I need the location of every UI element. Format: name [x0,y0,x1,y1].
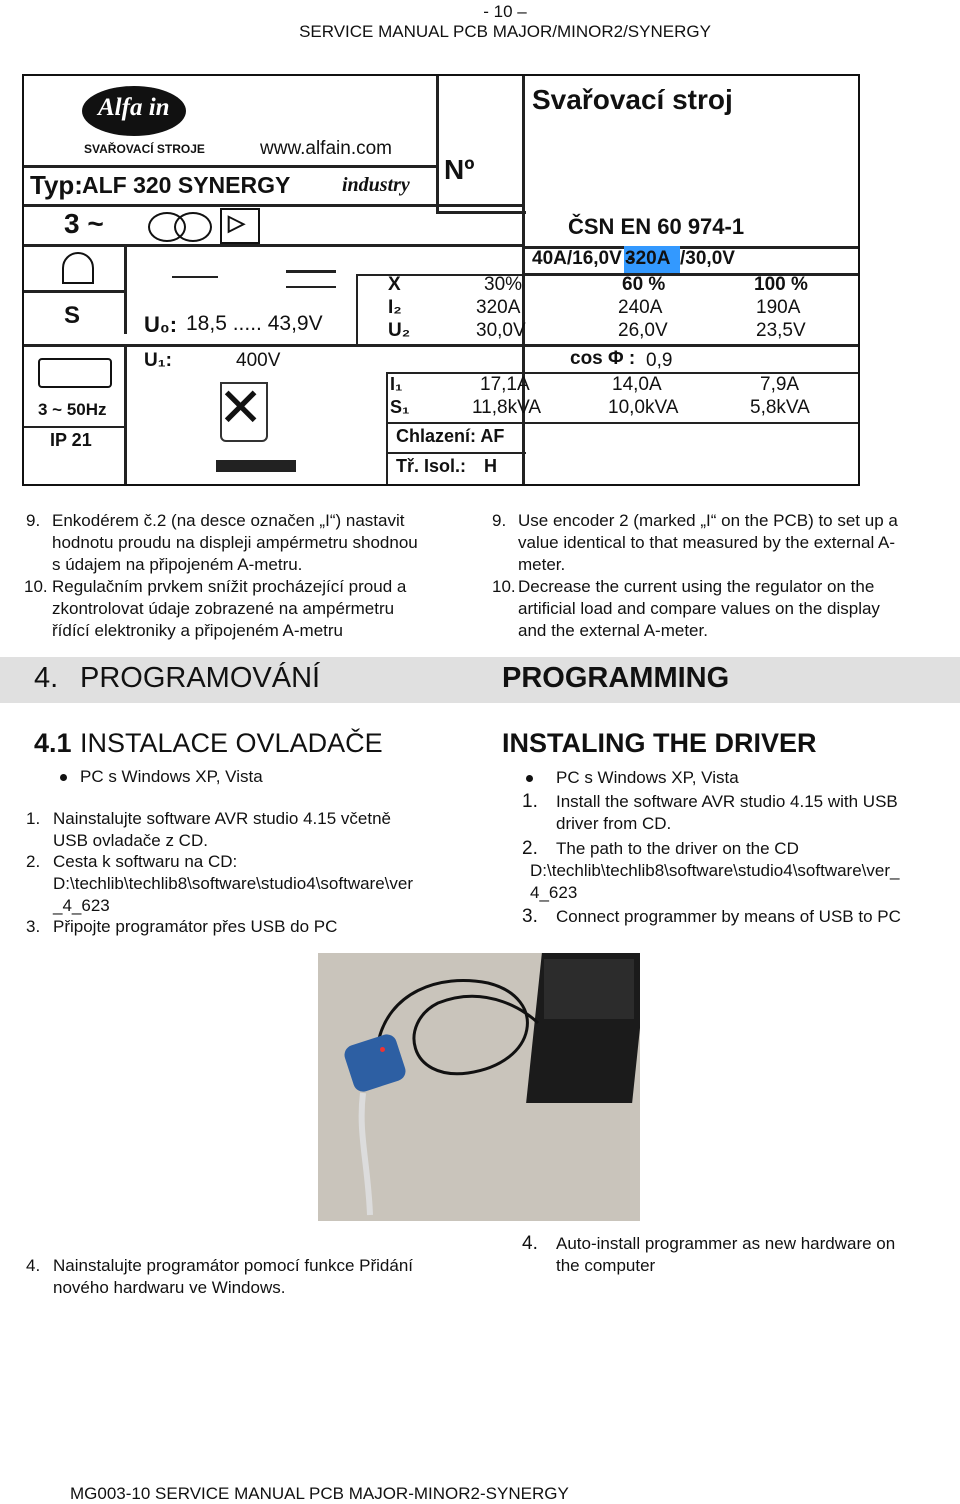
range-highlight: 320A [625,248,671,269]
i1-label: I₁ [390,374,403,394]
i2-label: I₂ [388,297,402,318]
s1-label: S₁ [390,397,410,417]
en-step-10: 10. Decrease the current using the regulator on the artificial load and compare values on the display and the external A-meter. [492,577,880,640]
u0-label: U₀: [144,312,178,337]
standard: ČSN EN 60 974-1 [568,214,745,239]
rectifier-symbol: ▷ [228,210,245,235]
x-value-3: 100 % [754,274,808,295]
cz-install-step-4: 4. Nainstalujte programátor pomocí funkce Přidání nového hardwaru ve Windows. [26,1256,414,1297]
welding-torch-icon [62,252,94,284]
phase-symbol: 3 ~ [64,208,104,239]
frame-line [386,452,526,454]
en-install-step-4: 4. Auto-install programmer as new hardware on the computer [522,1233,896,1275]
subsection-title-cz: INSTALACE OVLADAČE [80,728,383,758]
frame-line [124,244,127,334]
s1-value-3: 5,8kVA [750,397,810,418]
document-title: SERVICE MANUAL PCB MAJOR/MINOR2/SYNERGY [299,22,711,41]
range-left: 40A/16,0V - [532,248,634,269]
i2-value-3: 190A [756,297,801,318]
cooling: Chlazení: AF [396,426,505,446]
plate-title: Svařovací stroj [532,84,733,115]
s1-value-2: 10,0kVA [608,397,679,418]
frame-line [24,165,436,168]
cz-step-10: 10. Regulačním prvkem snížit procházející proud a zkontrolovat údaje zobrazené na ampérmetru řídící elektroniky a připojeném A-metru [24,577,407,640]
frame-line [24,204,524,207]
u2-value-1: 30,0V [476,320,526,341]
footer: MG003-10 SERVICE MANUAL PCB MAJOR-MINOR2-SYNERGY [70,1484,569,1503]
supply: 3 ~ 50Hz [38,400,107,419]
en-install-step-2: 2. The path to the driver on the CD D:\techlib\techlib8\software\studio4\software\ver_ 4_623 [522,838,900,902]
section-number: 4. [34,662,59,694]
u1-value: 400V [236,350,281,371]
transformer-icon [174,212,212,242]
dc-symbol [286,270,336,273]
u2-label: U₂ [388,320,411,341]
dc-symbol [172,276,218,278]
waste-bin-bar [216,460,296,472]
plug-icon [38,358,112,388]
cz-bullet-text: PC s Windows XP, Vista [80,767,263,786]
frame-line [356,274,358,344]
section-title-cz: PROGRAMOVÁNÍ [80,662,321,694]
x-label: X [388,274,401,295]
frame-line [24,344,858,347]
i1-value-2: 14,0A [612,374,662,395]
bullet [60,774,67,781]
frame-line [24,426,124,428]
rating-plate [22,74,860,486]
en-bullet-text: PC s Windows XP, Vista [556,768,739,787]
logo-text: Alfa in [98,94,170,121]
cz-step-9: 9. Enkodérem č.2 (na desce označen „I“) nastavit hodnotu proudu na displeji ampérmetru shodnou s údajem na připojeném A-metru. [26,511,418,574]
u0-value: 18,5 ..... 43,9V [186,312,323,335]
page-number: - 10 – [483,2,527,21]
cos-label: cos Φ : [570,348,636,369]
programmer-photo [318,953,640,1221]
subsection-number: 4.1 [34,728,72,758]
waste-bin-cross: ✕ [218,378,264,438]
i1-value-3: 7,9A [760,374,800,395]
insulation-label: Tř. Isol.: [396,456,467,476]
u1-label: U₁: [144,350,172,371]
bullet [526,775,533,782]
status-led [380,1047,385,1052]
cz-install-step-1: 1. Nainstalujte software AVR studio 4.15 včetně USB ovladače z CD. [26,809,391,850]
subsection-title-en: INSTALING THE DRIVER [502,728,817,758]
i2-value-2: 240A [618,297,663,318]
frame-line [386,422,858,424]
en-install-step-1: 1. Install the software AVR studio 4.15 with USB driver from CD. [522,791,898,833]
frame-line [24,244,522,247]
u2-value-2: 26,0V [618,320,668,341]
u2-value-3: 23,5V [756,320,806,341]
ip-rating: IP 21 [50,430,92,450]
logo-subtitle: SVAŘOVACÍ STROJE [84,142,205,156]
type-value: ALF 320 SYNERGY [82,172,291,198]
x-value-2: 60 % [622,274,666,295]
insulation-value: H [484,456,497,476]
cos-value: 0,9 [646,350,673,371]
section-title-en: PROGRAMMING [502,662,730,694]
en-step-9: 9. Use encoder 2 (marked „I“ on the PCB) to set up a value identical to that measured by the external A- meter. [492,511,898,574]
s-label: S [64,302,81,329]
i2-value-1: 320A [476,297,521,318]
i1-value-1: 17,1A [480,374,530,395]
frame-line [124,346,127,484]
type-suffix: industry [342,174,410,196]
serial-label: Nº [444,154,475,185]
type-label: Typ: [30,170,83,200]
frame-line [436,211,526,214]
en-install-step-3: 3. Connect programmer by means of USB to PC [522,906,901,927]
frame-line [386,372,388,484]
frame-line [24,290,124,293]
range-right: /30,0V [680,248,735,269]
dc-symbol [286,286,336,288]
s1-value-1: 11,8kVA [472,397,542,418]
x-value-1: 30% [484,274,523,295]
website: www.alfain.com [260,138,392,159]
cz-install-step-2: 2. Cesta k softwaru na CD: D:\techlib\techlib8\software\studio4\software\ver _4_623 [26,852,414,915]
cz-install-step-3: 3. Připojte programátor přes USB do PC [26,917,338,936]
frame-line [436,76,439,211]
